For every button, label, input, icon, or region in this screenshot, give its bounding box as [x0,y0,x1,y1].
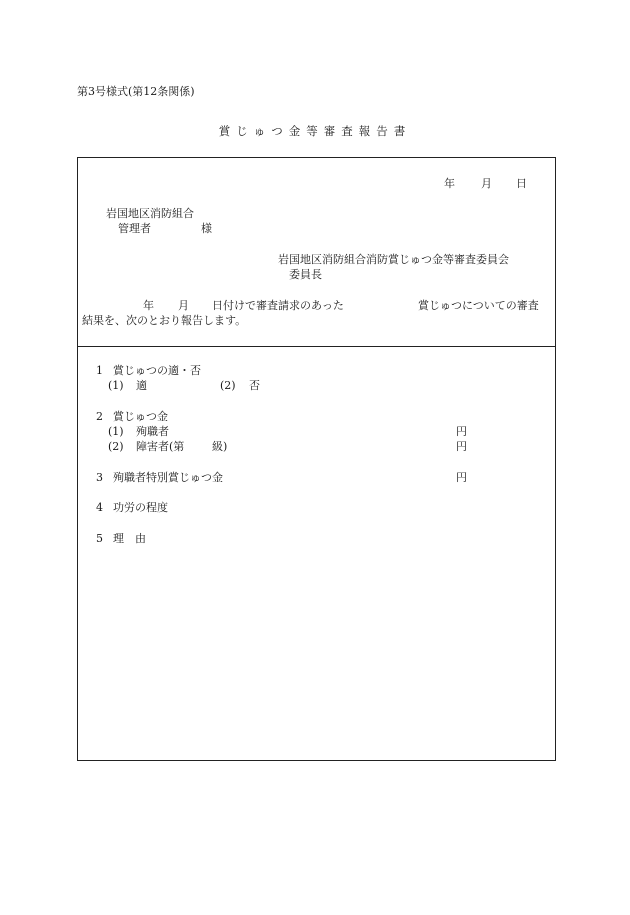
section-divider [77,346,556,347]
section2-item1-label: 殉職者 [136,425,169,438]
section2-item2-suffix: 級) [212,440,228,453]
section4-number: 4 [96,501,103,514]
section1-title: 賞じゅつの適・否 [113,364,201,377]
section1-number: 1 [96,364,103,377]
intro-year-label: 年 [143,299,154,312]
intro-month-label: 月 [178,299,189,312]
date-month-label: 月 [481,177,492,190]
section2-item2-label: 障害者(第 [136,440,185,453]
section3-number: 3 [96,471,103,484]
form-number-label: 第3号様式(第12条関係) [77,85,195,98]
intro-text-request: 日付けで審査請求のあった [212,299,344,312]
section5-title: 理 由 [113,532,146,545]
section2-number: 2 [96,410,103,423]
addressee-role: 管理者 [118,222,151,235]
section2-item2-unit: 円 [456,440,467,453]
report-frame [77,157,556,761]
section2-item1-number: (1) [108,425,124,438]
date-year-label: 年 [444,177,455,190]
section5-number: 5 [96,532,103,545]
section4-title: 功労の程度 [113,501,168,514]
intro-text-result: 結果を、次のとおり報告します。 [82,314,247,327]
addressee-org: 岩国地区消防組合 [106,207,194,220]
section2-item2-number: (2) [108,440,124,453]
sender-committee: 岩国地区消防組合消防賞じゅつ金等審査委員会 [278,253,509,266]
section3-unit: 円 [456,471,467,484]
section1-option1-number: (1) [108,379,124,392]
sender-role: 委員長 [289,268,322,281]
section1-option2-label: 否 [249,379,260,392]
section2-title: 賞じゅつ金 [113,410,168,423]
date-day-label: 日 [516,177,527,190]
addressee-honorific: 様 [201,222,212,235]
section2-item1-unit: 円 [456,425,467,438]
document-title: 賞じゅつ金等審査報告書 [218,124,412,138]
section1-option1-label: 適 [136,379,147,392]
intro-text-review: 賞じゅつについての審査 [418,299,539,312]
section3-title: 殉職者特別賞じゅつ金 [113,471,223,484]
section1-option2-number: (2) [220,379,236,392]
